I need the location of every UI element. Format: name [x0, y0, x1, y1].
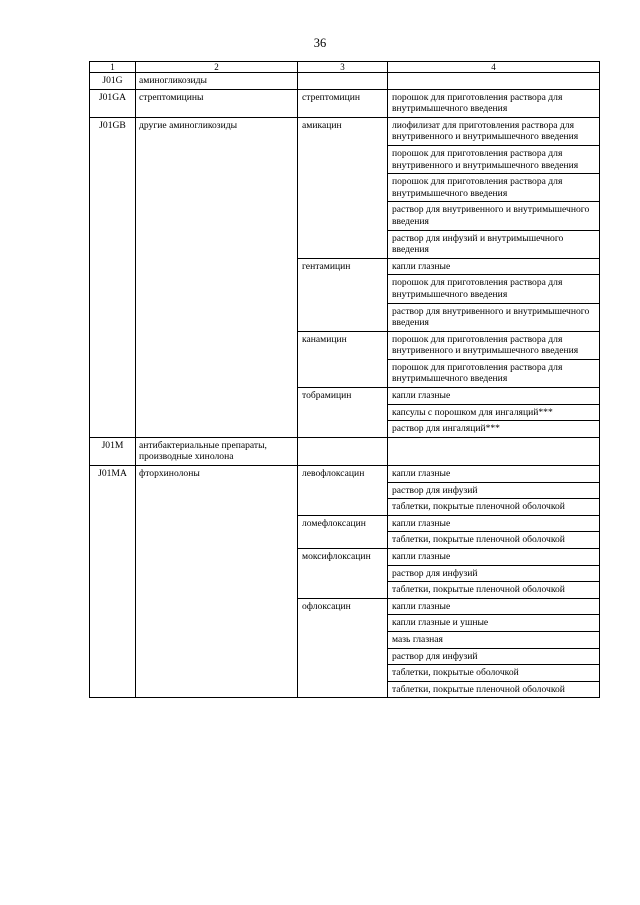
dosage-form: порошок для приготовления раствора для внутримышечного введения — [388, 174, 600, 202]
dosage-form: капли глазные — [388, 515, 600, 532]
table-header-row — [90, 62, 600, 73]
drug-name-empty — [298, 73, 388, 90]
dosage-form: раствор для инфузий — [388, 648, 600, 665]
drug-name: стрептомицин — [298, 89, 388, 117]
atc-group: аминогликозиды — [136, 73, 298, 90]
dosage-form: капли глазные — [388, 466, 600, 483]
dosage-form: раствор для инфузий — [388, 565, 600, 582]
dosage-form: мазь глазная — [388, 631, 600, 648]
dosage-form: лиофилизат для приготовления раствора для внутривенного и внутримышечного введения — [388, 117, 600, 145]
dosage-form: таблетки, покрытые пленочной оболочкой — [388, 499, 600, 516]
table-row — [90, 73, 600, 90]
column-header: 1 — [90, 62, 136, 73]
page-number: 36 — [313, 36, 327, 50]
drug-name: офлоксацин — [298, 598, 388, 698]
atc-code: J01G — [90, 73, 136, 90]
atc-group: фторхинолоны — [136, 466, 298, 698]
dosage-form: раствор для внутривенного и внутримышечного введения — [388, 303, 600, 331]
dosage-form: таблетки, покрытые оболочкой — [388, 665, 600, 682]
atc-code: J01GB — [90, 117, 136, 437]
dosage-form: таблетки, покрытые пленочной оболочкой — [388, 532, 600, 549]
table-row — [90, 117, 600, 145]
atc-group: другие аминогликозиды — [136, 117, 298, 437]
drug-name: амикацин — [298, 117, 388, 258]
dosage-form: раствор для инфузий — [388, 482, 600, 499]
dosage-form: порошок для приготовления раствора для внутривенного и внутримышечного введения — [388, 331, 600, 359]
drug-name: ломефлоксацин — [298, 515, 388, 548]
atc-code: J01GA — [90, 89, 136, 117]
dosage-form: капли глазные — [388, 258, 600, 275]
dosage-form: капли глазные — [388, 598, 600, 615]
dosage-form: таблетки, покрытые пленочной оболочкой — [388, 681, 600, 698]
drug-name: канамицин — [298, 331, 388, 387]
column-header: 4 — [388, 62, 600, 73]
drug-name: левофлоксацин — [298, 466, 388, 516]
dosage-form: капли глазные — [388, 549, 600, 566]
dosage-form: раствор для инфузий и внутримышечного введения — [388, 230, 600, 258]
dosage-form: капли глазные и ушные — [388, 615, 600, 632]
atc-group: антибактериальные препараты, производные хинолона — [136, 437, 298, 465]
dosage-form: таблетки, покрытые пленочной оболочкой — [388, 582, 600, 599]
drug-name-empty — [298, 437, 388, 465]
dosage-form: порошок для приготовления раствора для внутримышечного введения — [388, 89, 600, 117]
dosage-form: раствор для ингаляций*** — [388, 421, 600, 438]
table-row — [90, 89, 600, 117]
column-header: 2 — [136, 62, 298, 73]
drug-name: тобрамицин — [298, 388, 388, 438]
column-header: 3 — [298, 62, 388, 73]
atc-code: J01MA — [90, 466, 136, 698]
table-row — [90, 466, 600, 483]
dosage-form-empty — [388, 73, 600, 90]
dosage-form: капли глазные — [388, 388, 600, 405]
atc-code: J01M — [90, 437, 136, 465]
drug-name: моксифлоксацин — [298, 549, 388, 599]
atc-group: стрептомицины — [136, 89, 298, 117]
dosage-form: капсулы с порошком для ингаляций*** — [388, 404, 600, 421]
drug-table — [89, 61, 600, 698]
dosage-form: раствор для внутривенного и внутримышечного введения — [388, 202, 600, 230]
dosage-form: порошок для приготовления раствора для внутримышечного введения — [388, 275, 600, 303]
drug-name: гентамицин — [298, 258, 388, 331]
table-row — [90, 437, 600, 465]
dosage-form-empty — [388, 437, 600, 465]
dosage-form: порошок для приготовления раствора для внутримышечного введения — [388, 359, 600, 387]
dosage-form: порошок для приготовления раствора для внутривенного и внутримышечного введения — [388, 145, 600, 173]
